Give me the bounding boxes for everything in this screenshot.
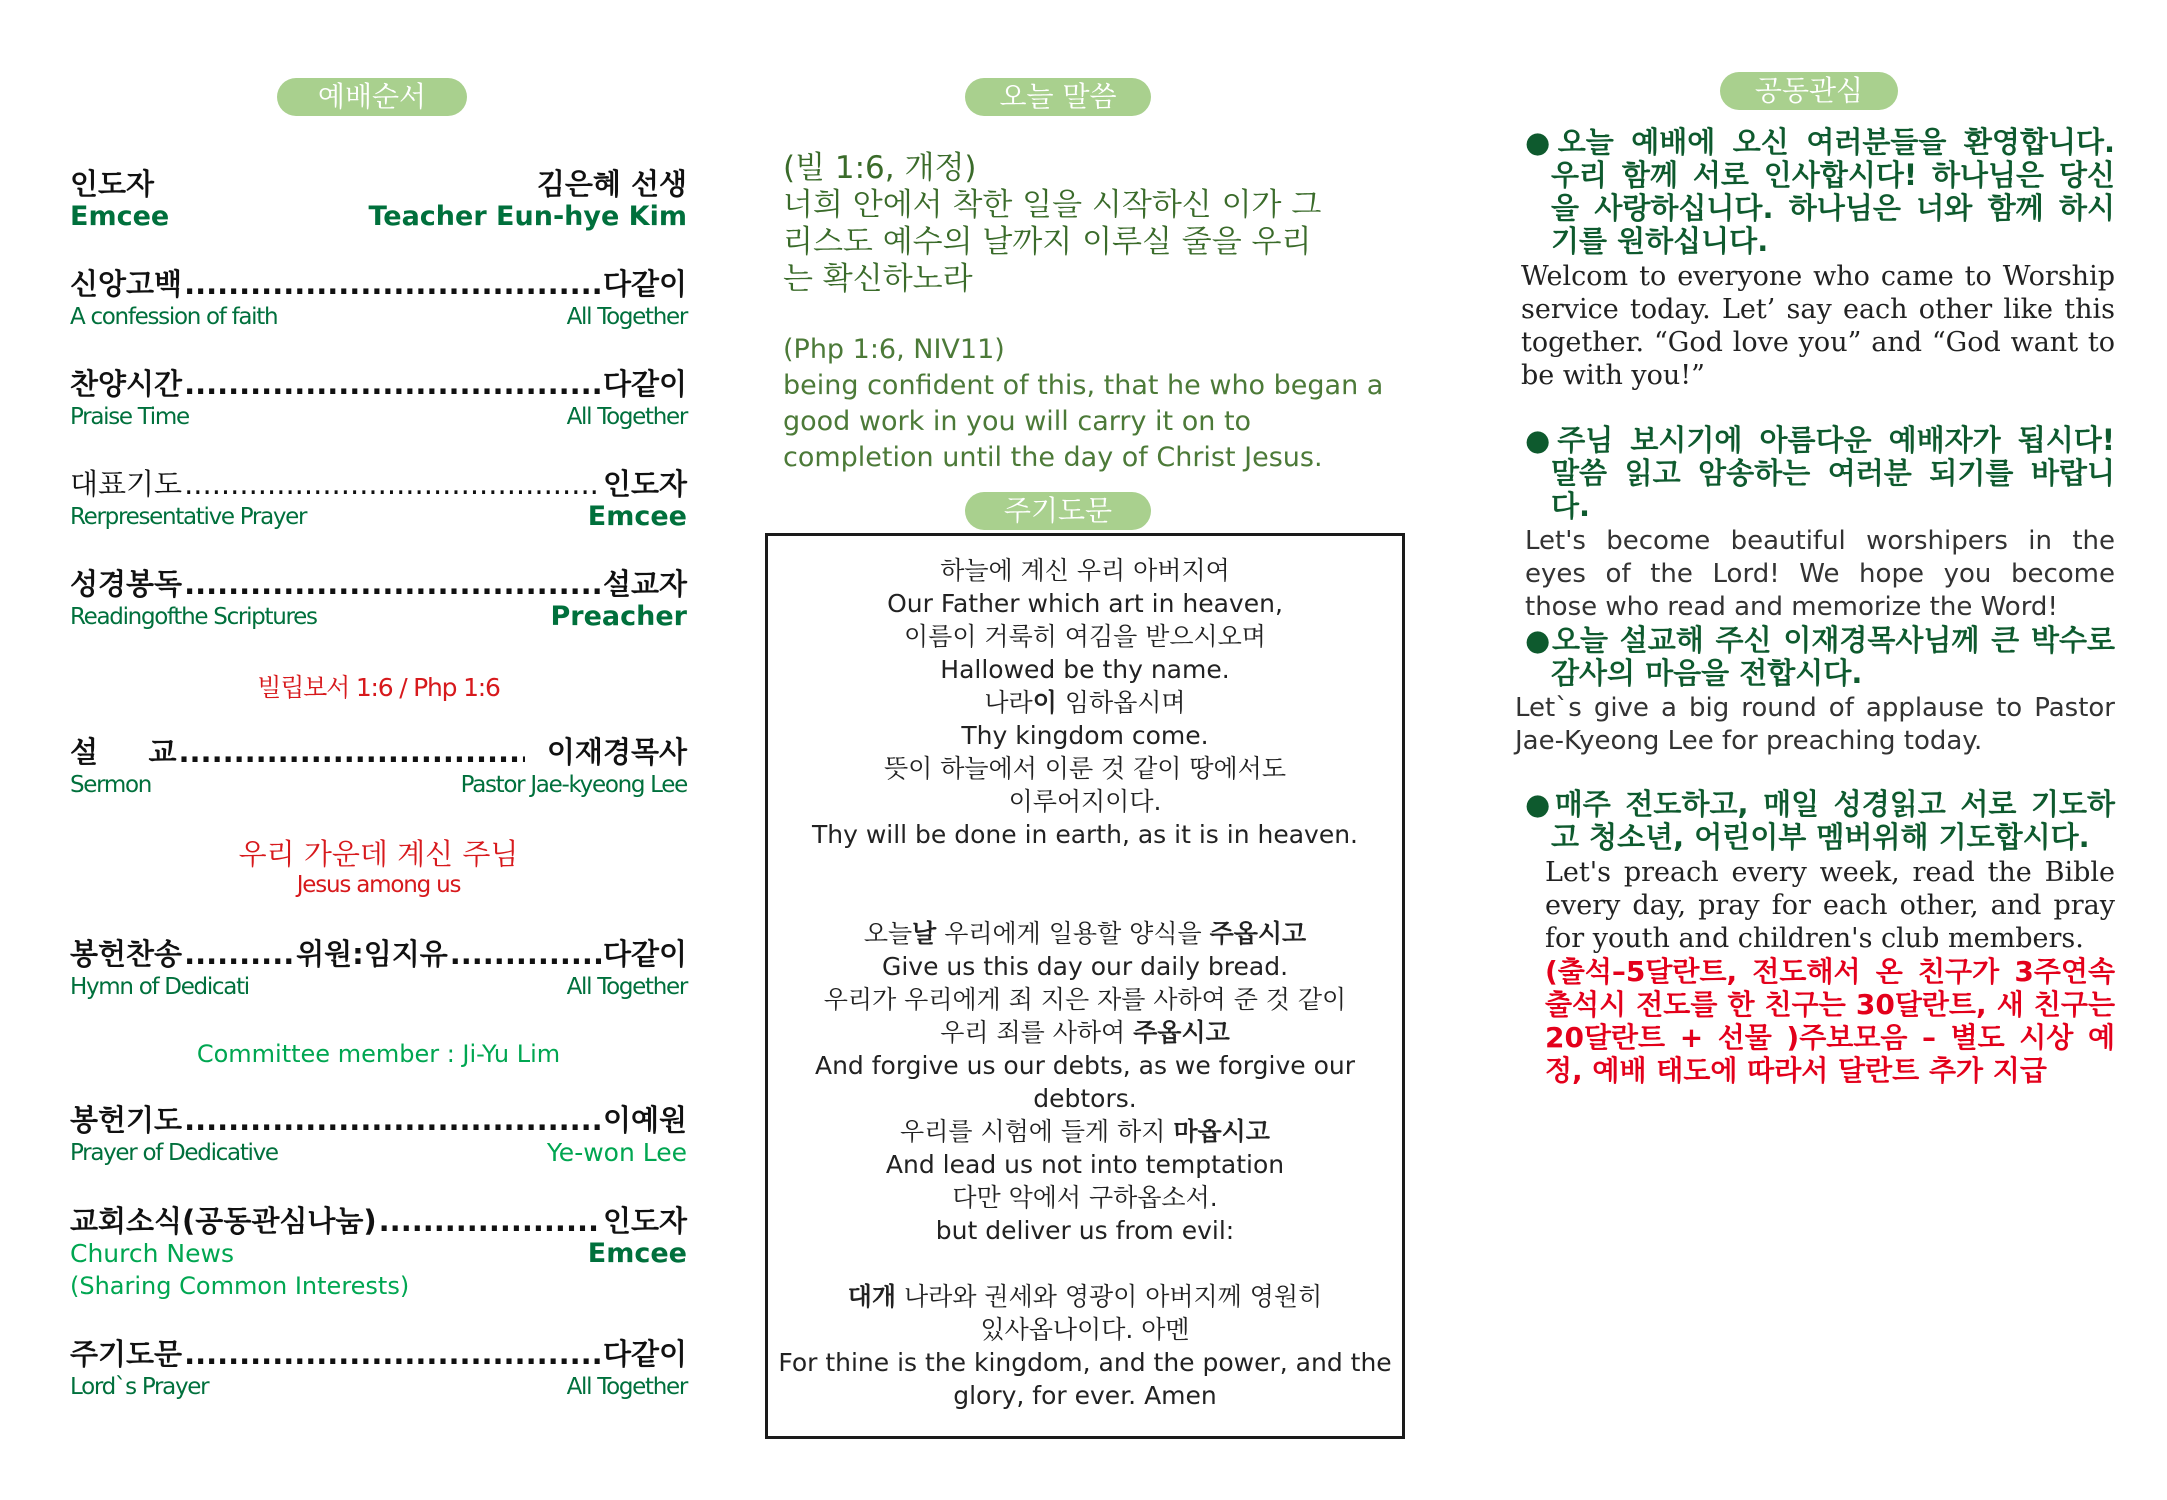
bullet-dot-icon: ●	[1525, 787, 1555, 821]
talent-reward-note: (출석–5달란트, 전도해서 온 친구가 3주연속 출석시 전도를 한 친구는 30달란트, 새 친구는 20달란트 + 선물 )주보모음 – 별도 시상 예정, 예배 태도에 따라서 달란트 추가 지급	[1545, 955, 2115, 1087]
news-item-worship: ●주님 보시기에 아름다운 예배자가 됩시다! 말씀 읽고 암송하는 여러분 되기를 바랍니다. Let's become beautiful worshipers in the eyes of the Lord! We hope you become those who read and memorize the Word!	[1525, 423, 2115, 622]
verse-ko-line-1: 너희 안에서 착한 일을 시작하신 이가 그	[783, 187, 1322, 223]
order-church-news: 교회소식(공동관심나눔) ..... 인도자 Church News Emcee (Sharing Common Interests)	[70, 1203, 687, 1303]
news-item-welcome: ●오늘 예배에 오신 여러분들을 환영합니다. 우리 함께 서로 인사합시다! 하나님은 당신을 사랑하십니다. 하나님은 너와 함께 하시기를 원하십니다. Welcom to everyone who came to Worship service today. Let’ say each other like this together. “God love you” and “God want to be with you!”	[1521, 125, 2115, 391]
order-sermon: 설 교 ..... 이재경목사 Sermon Pastor Jae-kyeong Lee	[70, 734, 687, 800]
verse-ko-line-3: 는 확신하노라	[783, 261, 973, 297]
verse-ko-ref: (빌 1:6, 개정)	[783, 150, 977, 186]
bullet-dot-icon: ●	[1525, 125, 1558, 159]
sermon-title-en: Jesus among us	[296, 872, 461, 898]
order-rep-prayer: 대표기도 ..... 인도자 Rerpresentative Prayer Emcee	[70, 466, 687, 532]
lords-prayer-box: 하늘에 계신 우리 아버지여 Our Father which art in heaven, 이름이 거룩히 여김을 받으시오며 Hallowed be thy name. 나라이 임하옵시며 Thy kingdom come. 뜻이 하늘에서 이룬 것 같이 땅에서도 이루어지이다. Thy will be done in earth, as it is in heaven. 오늘날 우리에게 일용할 양식을 주옵시고 Give us this day our daily bread. 우리가 우리에게 죄 지은 자를 사하여 준 것 같이 우리 죄를 사하여 주옵시고 And forgive us our debts, as we forgive our debtors. 우리를 시험에 들게 하지 마옵시고 And lead us not into temptation 다만 악에서 구하옵소서. but deliver us from evil: 대개 나라와 권세와 영광이 아버지께 영원히 있사옵나이다. 아멘 For thine is the kingdom, and the power, and the glory, for ever. Amen	[765, 533, 1405, 1439]
order-offering-prayer: 봉헌기도 ..... 이예원 Prayer of Dedicative Ye-won Lee	[70, 1102, 687, 1168]
order-leader: 인도자 김은혜 선생 Emcee Teacher Eun-hye Kim	[70, 167, 687, 232]
reading-reference: 빌립보서 1:6 / Php 1:6	[257, 673, 500, 702]
order-hymn: 봉헌찬송 ..... 위원:임지유 ..... 다같이 Hymn of Dedicati All Together	[70, 936, 687, 1002]
news-item-evangelism: ●매주 전도하고, 매일 성경읽고 서로 기도하고 청소년, 어린이부 멤버위해 기도합시다. Let's preach every week, read the Bible every day, pray for each other, and pray for youth and children's club members. (출석–5달란트, 전도해서 온 친구가 3주연속 출석시 전도를 한 친구는 30달란트, 새 친구는 20달란트 + 선물 )주보모음 – 별도 시상 예정, 예배 태도에 따라서 달란트 추가 지급	[1515, 788, 2115, 1087]
verse-en-line-1: being confident of this, that he who began a	[783, 370, 1384, 401]
order-confession: 신앙고백 ..... 다같이 A confession of faith All Together	[70, 266, 687, 332]
news-header: 공동관심	[1720, 72, 1898, 110]
sermon-title-ko: 우리 가운데 계신 주님	[238, 837, 519, 871]
verse-ko-line-2: 리스도 예수의 날까지 이루실 줄을 우리	[783, 224, 1312, 260]
committee-member: Committee member : Ji-Yu Lim	[196, 1040, 561, 1068]
word-header: 오늘 말씀	[965, 78, 1151, 116]
order-header: 예배순서	[277, 78, 467, 116]
news-item-thanks: ●오늘 설교해 주신 이재경목사님께 큰 박수로 감사의 마음을 전합시다. Let`s give a big round of applause to Pastor Jae-Kyeong Lee for preaching today.	[1515, 623, 2115, 756]
verse-en-line-2: good work in you will carry it on to	[783, 406, 1252, 437]
prayer-header: 주기도문	[965, 492, 1151, 530]
verse-en-line-3: completion until the day of Christ Jesus.	[783, 442, 1323, 473]
order-praise: 찬양시간 ..... 다같이 Praise Time All Together	[70, 366, 687, 432]
order-lords-prayer: 주기도문 ..... 다같이 Lord`s Prayer All Together	[70, 1336, 687, 1402]
bullet-dot-icon: ●	[1525, 623, 1552, 657]
bullet-dot-icon: ●	[1525, 423, 1558, 457]
order-reading: 성경봉독 ..... 설교자 Readingofthe Scriptures Preacher	[70, 566, 687, 632]
verse-en-ref: (Php 1:6, NIV11)	[783, 334, 1005, 365]
